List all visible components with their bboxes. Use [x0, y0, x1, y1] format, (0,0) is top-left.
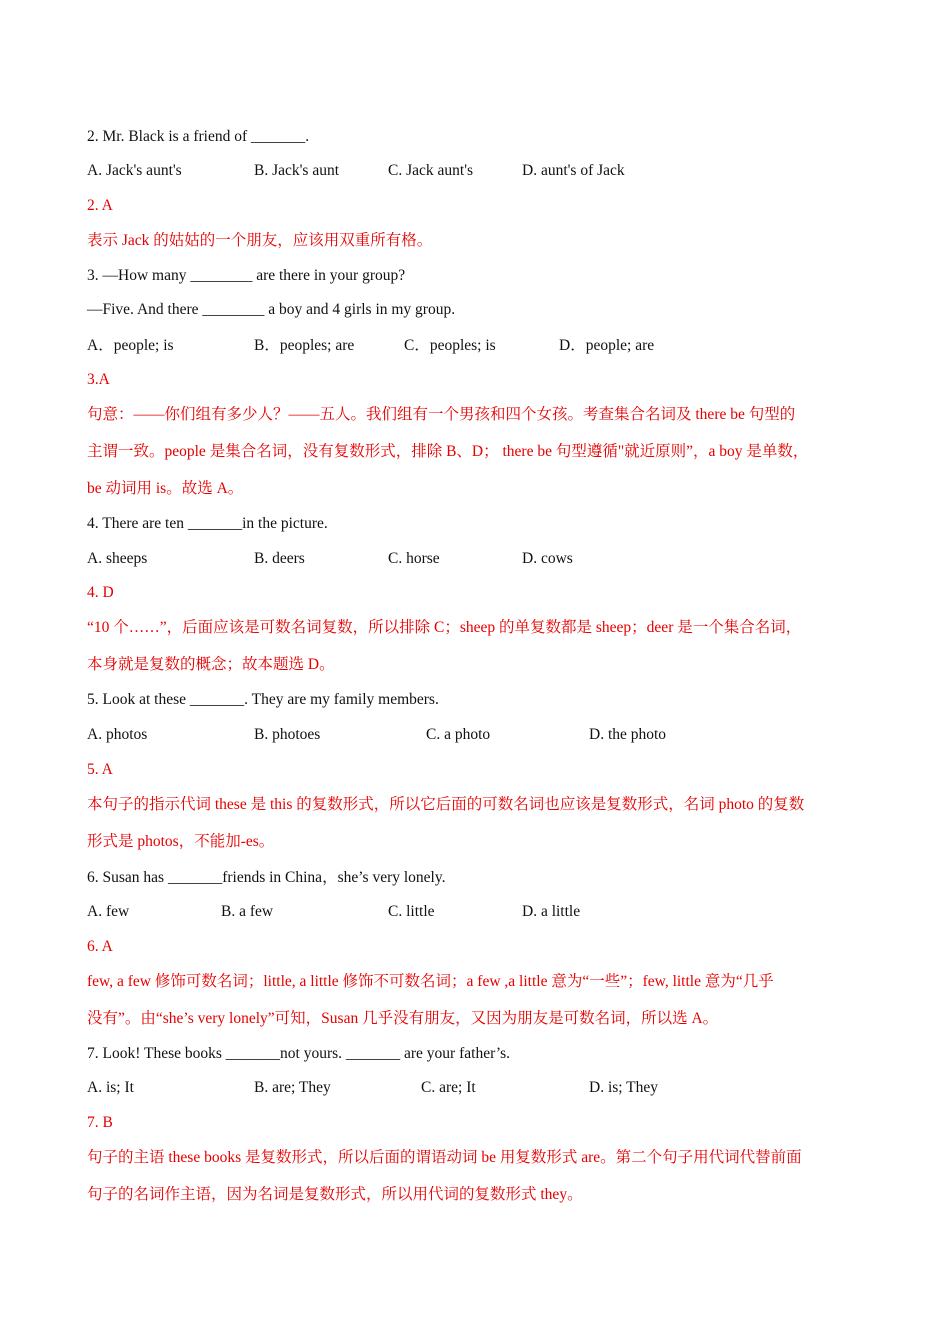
explanation-2-line-1: 表示 Jack 的姑姑的一个朋友，应该用双重所有格。 — [87, 232, 433, 249]
option-c: C. little — [388, 903, 435, 920]
option-b: B. Jack's aunt — [254, 162, 340, 179]
explanation-7-line-1: 句子的主语 these books 是复数形式，所以后面的谓语动词 be 用复数形式 are。第二个句子用代词代替前面 — [87, 1149, 802, 1166]
question-3-stem-line-2: —Five. And there ________ a boy and 4 girls in my group. — [87, 301, 456, 318]
option-d: D. is; They — [589, 1079, 659, 1096]
explanation-7-line-2: 句子的名词作主语，因为名词是复数形式，所以用代词的复数形式 they。 — [87, 1186, 583, 1203]
explanation-3-line-3: be 动词用 is。故选 A。 — [87, 480, 244, 497]
option-a: A. photos — [87, 726, 148, 743]
option-d: D. aunt's of Jack — [522, 162, 625, 179]
option-d: D．people; are — [559, 337, 655, 354]
explanation-4-line-1: “10 个……”，后面应该是可数名词复数，所以排除 C；sheep 的单复数都是 sheep；deer 是一个集合名词， — [87, 619, 802, 636]
explanation-6-line-1: few, a few 修饰可数名词；little, a little 修饰不可数名词；a few ,a little 意为“一些”；few, little 意为“几乎 — [87, 973, 774, 990]
option-a: A. few — [87, 903, 130, 920]
answer-7: 7. B — [87, 1114, 113, 1131]
question-7-stem: 7. Look! These books _______not yours. _______ are your father’s. — [87, 1045, 511, 1062]
explanation-6-line-2: 没有”。由“she’s very lonely”可知，Susan 几乎没有朋友，又因为朋友是可数名词，所以选 A。 — [87, 1010, 719, 1027]
option-c: C．peoples; is — [404, 337, 496, 354]
answer-4: 4. D — [87, 584, 114, 601]
question-6-options — [87, 902, 787, 922]
question-5-stem: 5. Look at these _______. They are my family members. — [87, 691, 439, 708]
option-b: B. photoes — [254, 726, 321, 743]
option-a: A. is; It — [87, 1079, 134, 1096]
option-d: D. a little — [522, 903, 581, 920]
option-c: C. Jack aunt's — [388, 162, 474, 179]
question-7-options — [87, 1078, 787, 1098]
option-d: D. the photo — [589, 726, 667, 743]
option-a: A. Jack's aunt's — [87, 162, 182, 179]
answer-2: 2. A — [87, 197, 113, 214]
question-3-stem-line-1: 3. —How many ________ are there in your group? — [87, 267, 406, 284]
explanation-5-line-2: 形式是 photos，不能加-es。 — [87, 833, 275, 850]
option-b: B. a few — [221, 903, 274, 920]
question-4-stem: 4. There are ten _______in the picture. — [87, 515, 328, 532]
explanation-3-line-2: 主谓一致。people 是集合名词，没有复数形式，排除 B、D； there be 句型遵循"就近原则”，a boy 是单数， — [87, 443, 809, 460]
question-2-stem: 2. Mr. Black is a friend of _______. — [87, 128, 310, 145]
option-d: D. cows — [522, 550, 573, 567]
explanation-4-line-2: 本身就是复数的概念；故本题选 D。 — [87, 656, 335, 673]
option-a: A. sheeps — [87, 550, 148, 567]
option-b: B. are; They — [254, 1079, 331, 1096]
explanation-5-line-1: 本句子的指示代词 these 是 this 的复数形式，所以它后面的可数名词也应该是复数形式，名词 photo 的复数 — [87, 796, 805, 813]
answer-5: 5. A — [87, 761, 113, 778]
option-b: B．peoples; are — [254, 337, 355, 354]
option-b: B. deers — [254, 550, 305, 567]
answer-6: 6. A — [87, 938, 113, 955]
question-5-options — [87, 725, 787, 745]
question-2-options — [87, 161, 787, 181]
option-c: C. horse — [388, 550, 440, 567]
answer-3: 3.A — [87, 371, 110, 388]
option-c: C. are; It — [421, 1079, 476, 1096]
question-6-stem: 6. Susan has _______friends in China，she’s very lonely. — [87, 869, 446, 886]
option-c: C. a photo — [426, 726, 491, 743]
question-3-options — [87, 336, 787, 356]
option-a: A．people; is — [87, 337, 174, 354]
question-4-options — [87, 549, 787, 569]
explanation-3-line-1: 句意：——你们组有多少人？——五人。我们组有一个男孩和四个女孩。考查集合名词及 there be 句型的 — [87, 406, 796, 423]
